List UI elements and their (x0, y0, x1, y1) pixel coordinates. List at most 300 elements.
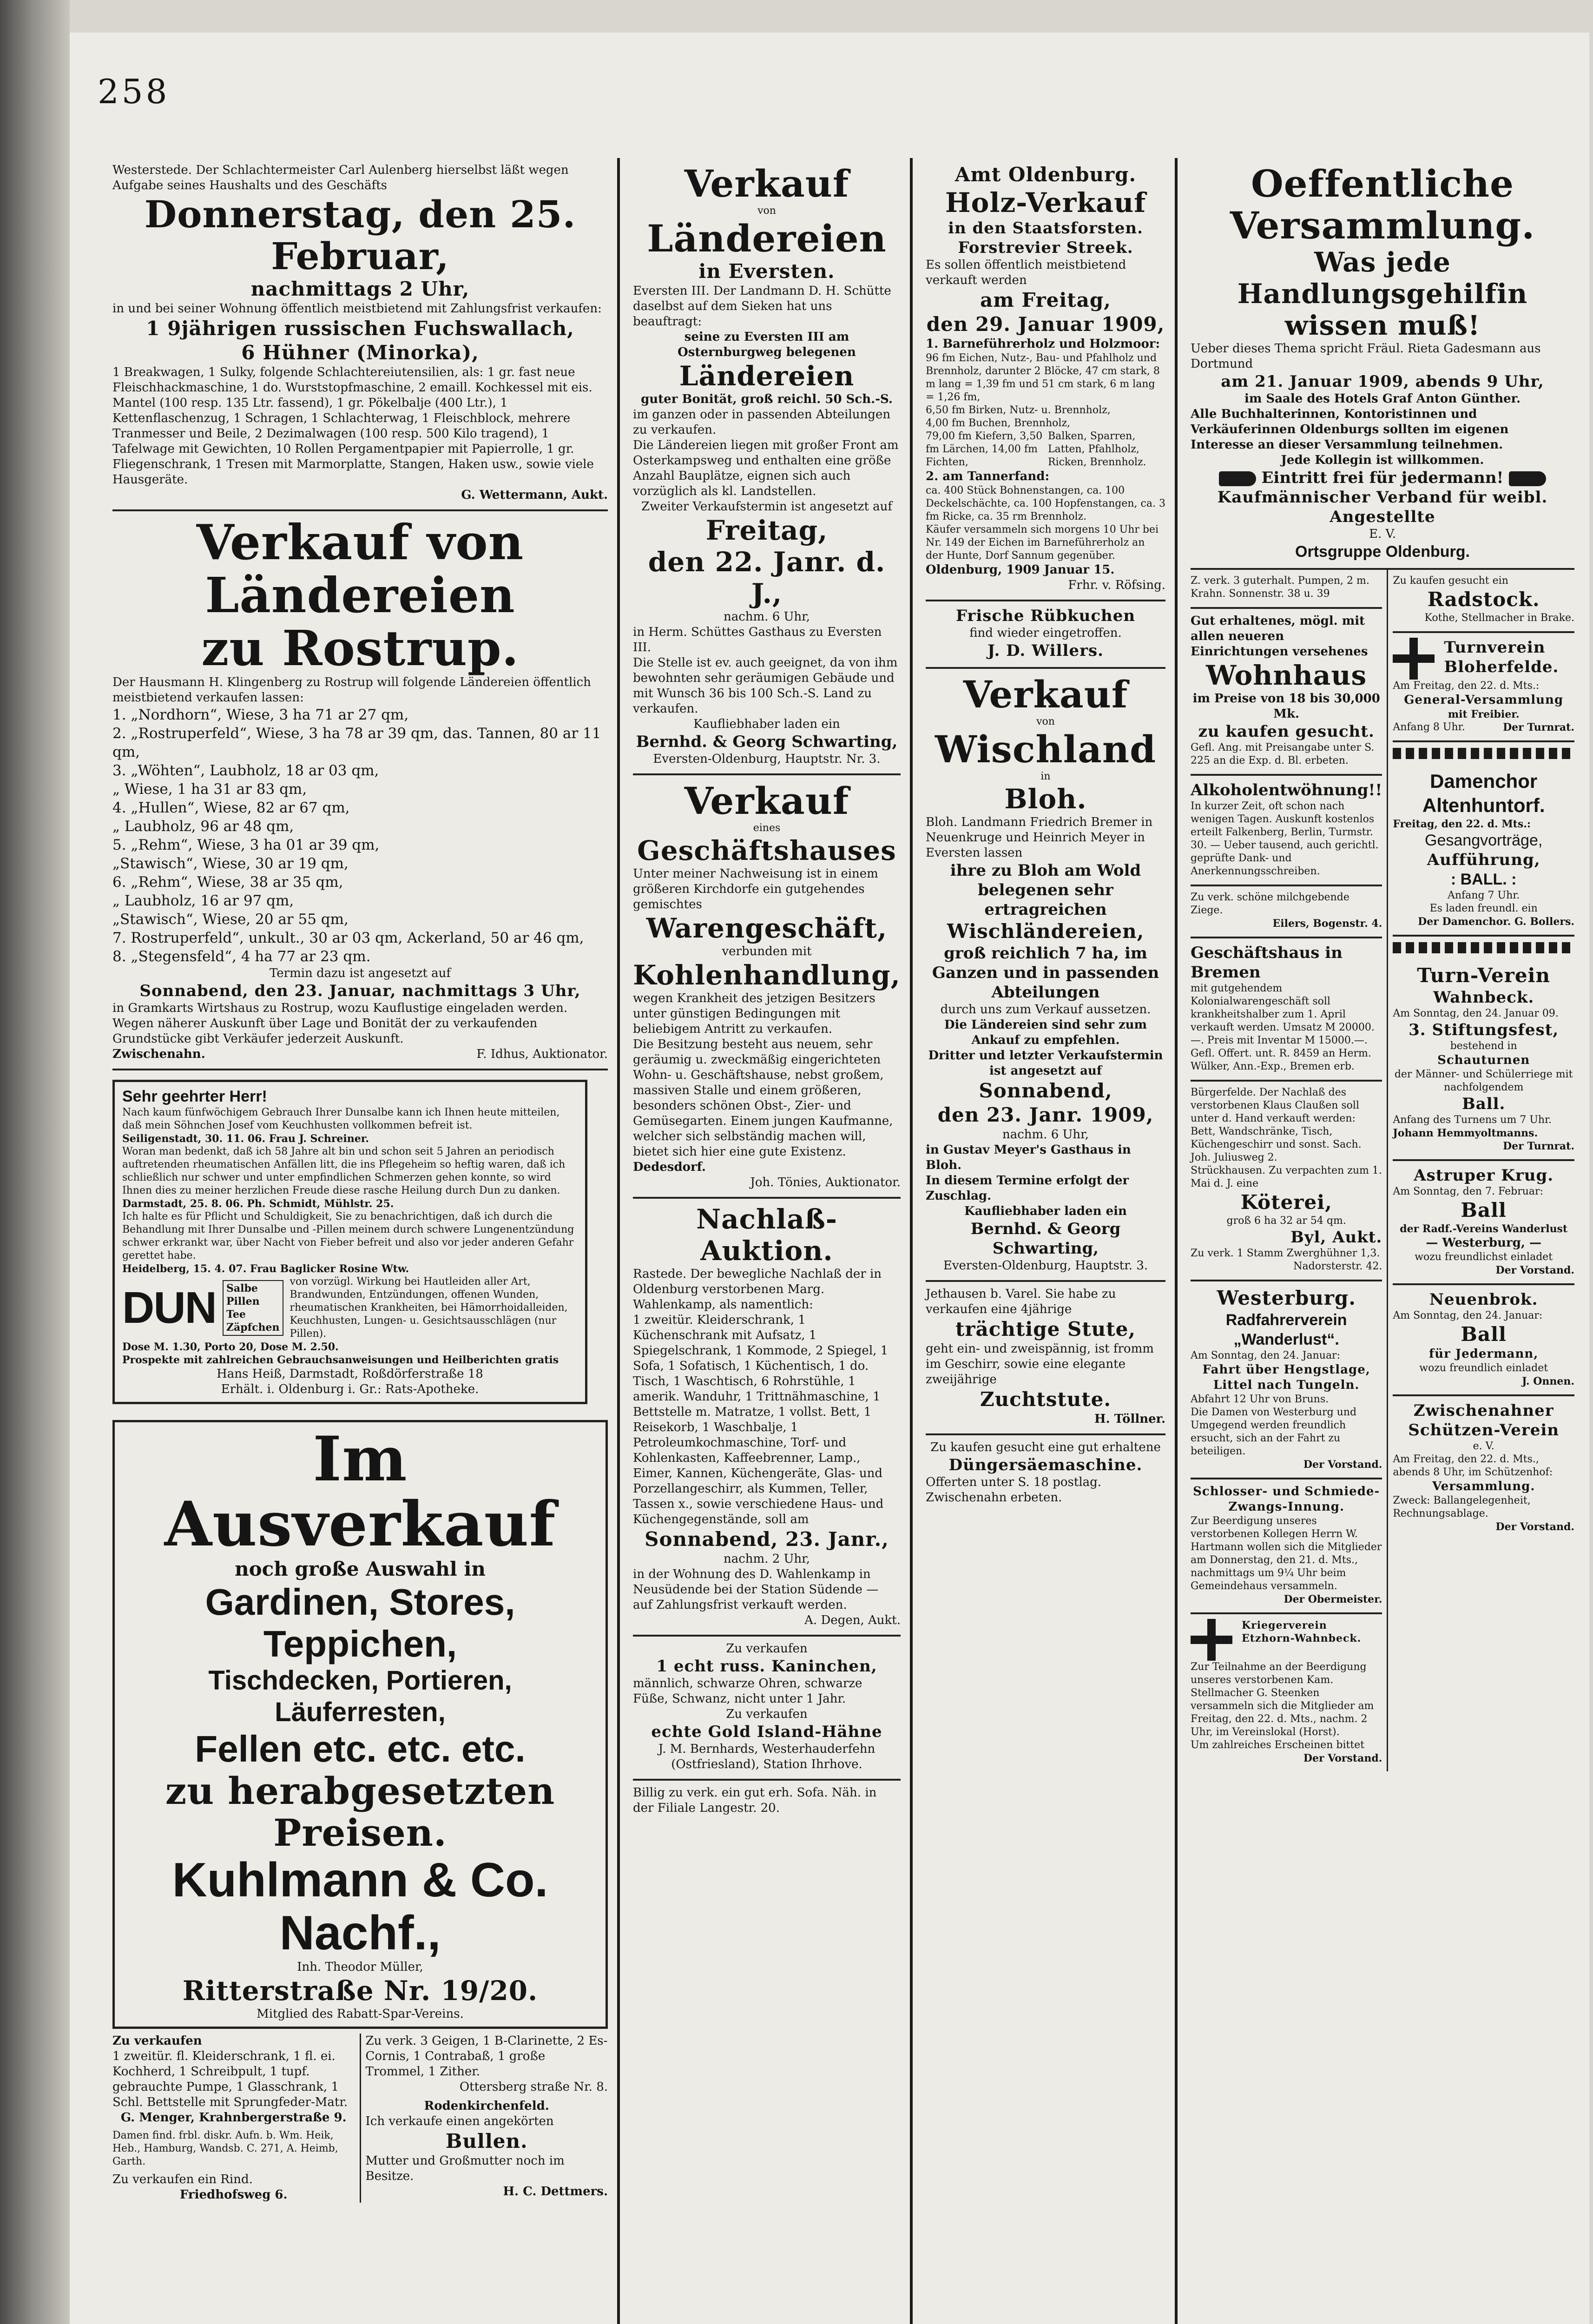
ad-title: Verkauf (684, 162, 849, 205)
ad-text: 4,00 fm Buchen, Brennholz, (926, 417, 1071, 429)
ad-date: Sonnabend, 23. Janr., (645, 1528, 889, 1551)
ad-text: Zur Beerdigung unseres verstorbenen Kollegen Herrn W. Hartmann wollen sich die Mitglieder am Donnerstag, den 21. d. Mts., nachmittags um 9¼ Uhr beim Gemeindehaus versammeln. (1191, 1515, 1382, 1592)
ad-title: Astruper Krug. (1414, 1166, 1554, 1185)
iron-cross-icon (1191, 1619, 1232, 1661)
ad-title: 3. Stiftungsfest, (1409, 1021, 1559, 1039)
ad-time: nachmittags 2 Uhr, (250, 277, 470, 300)
ad-ausverkauf (112, 1420, 608, 2029)
ad-text: Am Freitag, den 22. d. Mts., abends 8 Uhr, im Schützenhof: (1393, 1453, 1553, 1478)
ad-text: Eversten III. Der Landmann D. H. Schütte daselbst auf dem Sieken hat uns beauftragt: (633, 284, 891, 329)
ad-title: Verkauf (963, 673, 1128, 716)
ad-text: Um zahlreiches Erscheinen bittet (1191, 1739, 1365, 1751)
list-item: „Stawisch“, Wiese, 30 ar 19 qm, (112, 855, 349, 872)
ad-title: Wohnhaus (1206, 660, 1367, 691)
ad-title: Im Ausverkauf (164, 1423, 556, 1560)
ad-text: Zu verkaufen ein Rind. (112, 2172, 253, 2186)
entry-line (1191, 468, 1574, 488)
list-item: 5. „Rehm“, Wiese, 3 ha 01 ar 39 qm, (112, 837, 380, 853)
ad-title: Zuchtstute. (980, 1388, 1112, 1411)
ad-date: den 23. Janr. 1909, (937, 1103, 1154, 1126)
ad-text: In diesem Termine erfolgt der Zuschlag. (926, 1174, 1129, 1203)
ad-text: wegen Krankheit des jetzigen Besitzers unter günstigen Bedingungen mit beliebigem Antritt zu verkaufen. (633, 991, 875, 1036)
dun-product-row (122, 1275, 578, 1340)
ad-text: Alle Buchhalterinnen, Kontoristinnen und Verkäuferinnen Oldenburgs sollten im eigenen Interesse an dieser Versammlung teilnehmen. (1191, 407, 1509, 452)
ad-title: Versammlung. (1432, 1479, 1535, 1493)
ad-text: Anfang 7 Uhr. (1448, 890, 1520, 901)
ad-title: echte Gold Island-Hähne (651, 1723, 882, 1741)
ad-subtitle: noch große Auswahl in (235, 1558, 486, 1580)
ad-text: Kaufliebhaber laden ein (964, 1204, 1127, 1218)
ad-dun-salbe (112, 1070, 608, 1415)
ad-neuenbrok (1393, 1285, 1574, 1396)
ad-text: ihre zu Bloh am Wold belegenen sehr ertragreichen (950, 861, 1141, 919)
ad-signature: Joh. Tönies, Auktionator. (750, 1175, 901, 1189)
book-spine (0, 0, 70, 2324)
ad-text: 96 fm Eichen, Nutz-, Bau- und Pfahlholz und Brennholz, darunter 2 Blöcke, 47 cm stark, 8 m lang = 1,39 fm und 51 cm stark, 6 m lang = 1,26 fm, (926, 352, 1160, 403)
ad-text: bestehend in (1450, 1040, 1517, 1052)
dun-prices: Dose M. 1.30, Porto 20, Dose M. 2.50. (122, 1341, 339, 1353)
ad-signature: Kothe, Stellmacher in Brake. (1424, 612, 1574, 624)
ad-kriegerverein (1191, 1614, 1382, 1771)
ad-title: zu kaufen gesucht. (1198, 722, 1375, 741)
ad-title: Ball (1461, 1323, 1507, 1346)
ad-damenchor (1393, 765, 1574, 937)
ad-signature: Byl, Aukt. (1290, 1228, 1382, 1247)
ad-goods: Fellen etc. etc. etc. (195, 1728, 526, 1769)
ad-text: in Gramkarts Wirtshaus zu Rostrup, wozu Kauflustige eingeladen werden. (112, 1001, 568, 1015)
column-2 (623, 158, 911, 2324)
ad-title: Aufführung, (1427, 851, 1540, 869)
ad-text: Offerten unter S. 18 postlag. Zwischenahn erbeten. (926, 1475, 1102, 1505)
ad-signature: Der Turnrat. (1503, 1140, 1574, 1152)
ad-title: Kohlenhandlung, (633, 959, 901, 991)
ad-text: Anfang 8 Uhr. (1393, 721, 1465, 733)
ad-signature: Frhr. v. Röfsing. (1068, 578, 1165, 592)
ad-text: Zweiter Verkaufstermin ist angesetzt auf (641, 500, 893, 514)
column-3 (915, 158, 1176, 2324)
ad-title: Ländereien (647, 217, 887, 260)
krieger-header (1191, 1619, 1382, 1661)
ad-text: In kurzer Zeit, oft schon nach wenigen Tagen. Auskunft kostenlos erteilt Falkenberg, Berlin, Turmstr. 30. — Ueber tausend, auch gerichtl. geprüfte Dank- und Anerkennungsschreiben. (1191, 800, 1379, 877)
ad-firm: Bernhd. & Georg Schwarting, (970, 1220, 1121, 1258)
ornament-divider (1393, 942, 1574, 953)
ad-signature: Der Obermeister. (1284, 1593, 1382, 1605)
ad-text: Wegen näherer Auskunft über Lage und Bonität der zu verkaufenden Grundstücke gibt Verkäufer jederzeit Auskunft. (112, 1017, 538, 1046)
ad-title: Düngersäemaschine. (948, 1456, 1143, 1474)
ad-organization: Kaufmännischer Verband für weibl. Angestellte (1217, 488, 1548, 526)
ad-address: Ottersberg straße Nr. 8. (459, 2080, 608, 2094)
ad-text: Gefl. Ang. mit Preisangabe unter S. 225 an die Exp. d. Bl. erbeten. (1191, 742, 1375, 766)
ad-date: Sonnabend, (979, 1079, 1112, 1102)
ad-text: Termin dazu ist angesetzt auf (269, 966, 451, 980)
ad-text: Gut erhaltenes, mögl. mit allen neueren Einrichtungen versehenes (1191, 614, 1368, 659)
ad-radstock (1393, 570, 1574, 633)
ad-text: Die Ländereien sind sehr zum Ankauf zu empfehlen. (944, 1018, 1147, 1047)
ad-text: mit Freibier. (1448, 708, 1520, 720)
list-item: 3. „Wöhten“, Laubholz, 18 ar 03 qm, (112, 762, 379, 779)
ad-section: 1. Barneführerholz und Holzmoor: (926, 337, 1160, 351)
ad-text: Jethausen b. Varel. Sie habe zu verkaufen eine 4jährige (926, 1287, 1116, 1316)
ad-text: Käufer versammeln sich morgens 10 Uhr bei Nr. 149 der Eichen im Barneführerholz an der Hunte, Dorf Sannum gegenüber. (926, 524, 1159, 561)
ad-text: Am Sonntag, den 24. Januar 09. (1393, 1008, 1559, 1019)
ad-text: im ganzen oder in passenden Abteilungen zu verkaufen. (633, 408, 891, 437)
ad-title: Alkoholentwöhnung!! (1191, 781, 1382, 799)
ad-text: Ich verkaufe einen angekörten (365, 2114, 554, 2128)
ad-text: 79,00 fm Kiefern, 3,50 fm Lärchen, 14,00 fm Fichten, (926, 430, 1043, 468)
ad-ruebkuchen (926, 601, 1165, 669)
ad-geschaeftshaus (633, 775, 901, 1199)
ad-text: Am Sonntag, den 24. Januar: (1393, 1310, 1543, 1321)
list-item: 2. „Rostruperfeld“, Wiese, 3 ha 78 ar 39 qm, das. Tannen, 80 ar 11 qm, (112, 725, 601, 760)
ad-title: Zwischenahner Schützen-Verein (1408, 1401, 1560, 1439)
newspaper-page (70, 33, 1589, 2324)
ad-innung (1191, 1479, 1382, 1614)
ad-text: 6,50 fm Birken, Nutz- u. Brennholz, (926, 404, 1111, 416)
ad-schlachter-auktion (112, 158, 608, 511)
ad-text: Jede Kollegin ist willkommen. (1281, 453, 1484, 467)
ad-time: nachm. 6 Uhr, (1002, 1128, 1089, 1142)
list-item: 1. „Nordhorn“, Wiese, 3 ha 71 ar 27 qm, (112, 706, 409, 723)
ad-title: Geschäftshaus in Bremen (1191, 944, 1343, 982)
ad-title: zu Rostrup. (201, 620, 519, 677)
dun-maker: Hans Heiß, Darmstadt, Roßdörferstraße 18 (217, 1367, 483, 1381)
ad-address: Eversten-Oldenburg, Hauptstr. 3. (943, 1259, 1148, 1273)
ad-date: Freitag, (705, 515, 828, 546)
ad-subtitle: — Westerburg, — (1426, 1236, 1541, 1250)
list-item: 6. „Rehm“, Wiese, 38 ar 35 qm, (112, 874, 343, 891)
dun-logo: DUN (122, 1283, 216, 1333)
parcel-list (112, 706, 608, 966)
ad-org-type: e. V. (1473, 1440, 1494, 1452)
ad-title: Frische Rübkuchen (955, 607, 1136, 625)
ad-address: Friedhofsweg 6. (179, 2188, 288, 2202)
ad-text: im Preise von 18 bis 30,000 Mk. (1192, 692, 1380, 721)
ad-subtitle: in Eversten. (698, 260, 835, 283)
ad-text: Zu kaufen gesucht eine gut erhaltene (930, 1440, 1161, 1454)
ad-place: im Saale des Hotels Graf Anton Günther. (1244, 392, 1521, 406)
ad-address: Eversten-Oldenburg, Hauptstr. Nr. 3. (653, 752, 881, 766)
ad-signature: H. C. Dettmers. (503, 2185, 608, 2199)
ad-nachlass-auktion (633, 1199, 901, 1637)
ad-goods: Gardinen, Stores, Teppichen, (205, 1581, 515, 1664)
ad-text: 1 zweitür. fl. Kleiderschrank, 1 fl. ei. Kochherd, 1 Schreibpult, 1 tupf. gebrauchte Pumpe, 1 Glasschrank, 1 Schl. Bettstelle mit Sprungfeder-Matr. (112, 2049, 348, 2109)
ad-date: Sonnabend, den 23. Januar, nachmittags 3 Uhr, (139, 982, 581, 1000)
ad-title: für Jedermann, (1429, 1347, 1539, 1361)
form-pillen: Pillen (226, 1295, 260, 1307)
ad-text: Die Damen von Westerburg und Umgegend werden freundlich ersucht, sich an der Fahrt zu beteiligen. (1191, 1406, 1357, 1457)
form-zaepfchen: Zäpfchen (226, 1321, 280, 1334)
ad-date: den 29. Januar 1909, (926, 313, 1165, 336)
ad-text: in Herm. Schüttes Gasthaus zu Eversten III. (633, 625, 882, 654)
ad-text: 1 Breakwagen, 1 Sulky, folgende Schlachtereiutensilien, als: 1 gr. fast neue Fleischhackmaschine, 1 do. Wurststopfmaschine, 2 emaill. Kochkessel mit eis. Mantel (100 resp. 135 Ltr. fassend), 1 gr. Pökelbalje (400 Ltr.), 1 Kettenflaschenzug, 1 Schragen, 1 Schlachterwag, 1 Fleischblock, mehrere Tranmesser und Beile, 2 Dezimalwagen (100 resp. 500 Kilo tragend), 1 Tafelwage mit Gewichten, 10 Rollen Pergamentpapier mit Papierrolle, 1 gr. Fliegenschrank, 1 Tresen mit Marmorplatte, Stangen, Haken usw., sowie viele Hausgeräte. (112, 365, 594, 487)
ad-time: nachm. 2 Uhr, (723, 1552, 810, 1566)
dun-forms (223, 1280, 283, 1336)
page-number: 258 (98, 72, 170, 111)
turnverein-header (1393, 638, 1574, 680)
ad-text: Damen find. frbl. diskr. Aufn. b. Wm. Heik, Heb., Hamburg, Wandsb. C. 271, A. Heimb, Garth. (112, 2130, 338, 2167)
turner-cross-icon (1393, 638, 1435, 680)
ad-title: Neuenbrok. (1429, 1290, 1538, 1309)
ad-place: Oldenburg, 1909 Januar 15. (926, 563, 1115, 577)
ad-text: Mutter und Großmutter noch im Besitze. (365, 2154, 565, 2183)
ad-date: Donnerstag, den 25. Februar, (144, 192, 576, 278)
ad-title: Radstock. (1427, 588, 1540, 611)
ad-title: Bloh. (1004, 783, 1087, 815)
ornament-divider (1393, 748, 1574, 759)
ad-date: den 22. Janr. d. J., (648, 546, 886, 609)
ad-astruper-krug (1393, 1161, 1574, 1285)
ad-text: geht ein- und zweispännig, ist fromm im Geschirr, sowie eine elegante zweijährige (926, 1342, 1154, 1386)
ad-sofa (633, 1781, 901, 1822)
ad-text: Zweck: Ballangelegenheit, Rechnungsablage. (1393, 1495, 1531, 1519)
ad-text: Am Freitag, den 22. d. Mts.: (1393, 680, 1540, 692)
ad-entry: Eintritt frei für jedermann! (1261, 469, 1504, 487)
ad-signature: J. Onnen. (1522, 1375, 1574, 1387)
ad-title: Ball (1461, 1199, 1507, 1221)
ad-subtitle: Fahrt über Hengstlage, Littel nach Tungeln. (1202, 1363, 1370, 1392)
ad-subtitle: Forstrevier Streek. (958, 238, 1133, 257)
ad-title: Schauturnen (1437, 1053, 1530, 1067)
ad-title: Amt Oldenburg. (954, 163, 1137, 186)
form-tee: Tee (226, 1308, 246, 1320)
ad-title: Verkauf von Ländereien (196, 514, 524, 624)
ad-connector: von (757, 205, 776, 217)
ad-text: Es sollen öffentlich meistbietend verkauft werden (926, 258, 1126, 287)
ad-pumpen (1191, 570, 1382, 609)
ad-title: Wischland (935, 727, 1157, 771)
ad-wischland (926, 669, 1165, 1282)
ad-subtitle: in den Staatsforsten. (948, 219, 1143, 238)
ad-title: Kriegerverein Etzhorn-Wahnbeck. (1242, 1619, 1362, 1644)
pointing-hand-icon (1509, 471, 1546, 486)
ad-place: Zwischenahn. (112, 1047, 205, 1061)
right-stack (1387, 570, 1574, 1771)
ad-text: Zur Teilnahme an der Beerdigung unseres verstorbenen Kam. Stellmacher G. Steenken versammeln sich die Mitglieder am Freitag, den 22. d. Mts., nachm. 2 Uhr, im Vereinslokal (Horst). (1191, 1661, 1374, 1738)
ad-text: Strückhausen. Zu verpachten zum 1. Mai d. J. eine (1191, 1165, 1382, 1189)
ad-connector: von (1036, 716, 1055, 727)
ad-text: Die Ländereien liegen mit großer Front am Osterkampsweg und enthalten eine größe Anzahl Bauplätze, eignen sich auch vorzüglich als kl. Landstellen. (633, 438, 899, 498)
ad-wohnhaus (1191, 609, 1382, 776)
ad-text: Anfang des Turnens um 7 Uhr. (1393, 1114, 1552, 1126)
ad-signature: Der Vorstand. (1495, 1521, 1574, 1533)
list-item: „Stawisch“, Wiese, 20 ar 55 qm, (112, 911, 349, 928)
ad-text: durch uns zum Verkauf aussetzen. (940, 1003, 1151, 1017)
ad-signature: J. M. Bernhards, Westerhauderfehn (Ostfriesland), Station Ihrhove. (658, 1742, 875, 1771)
ad-text: find wieder eingetroffen. (969, 626, 1122, 640)
ad-stute (926, 1282, 1165, 1435)
ad-title: Turnverein Bloherfelde. (1444, 638, 1559, 676)
ad-title: Oeffentliche Versammlung. (1230, 162, 1535, 247)
ad-address: Nadorsterstr. 42. (1293, 1261, 1382, 1272)
ad-text: Am Sonntag, den 7. Februar: (1393, 1186, 1543, 1197)
ad-text: guter Bonität, groß reichl. 50 Sch.-S. (641, 392, 893, 406)
testimonial-text: Woran man bedenkt, daß ich 58 Jahre alt bin und schon seit 5 Jahren an periodisch auftretenden rheumatischen Anfällen litt, die ins Pflegeheim so heftig waren, daß ich schließlich nur schwer und unter empfindlichen Schmerzen gehen konnte, so wird Ihnen dies zu meiner herzlichen Freude diese rasche Heilung durch Dun zu danken. (122, 1146, 566, 1196)
ad-connector: in (1040, 771, 1051, 782)
ad-date: am 21. Januar 1909, abends 9 Uhr, (1221, 372, 1544, 391)
ad-text: Die Besitzung besteht aus neuem, sehr geräumig u. zweckmäßig eingerichteten Wohn- u. Geschäftshause, nebst großem, massiven Stalle und einem größeren, besonders schönen Obst-, Zier- und Gemüsegarten. Einem jungen Kaufmanne, welcher sich selbständig machen will, bietet sich hier eine gute Existenz. (633, 1037, 893, 1159)
ad-title: Ländereien (679, 360, 855, 392)
ad-item: 6 Hühner (Minorka), (241, 341, 479, 364)
list-item: 4. „Hullen“, Wiese, 82 ar 67 qm, (112, 799, 350, 816)
ad-versammlung (1191, 158, 1574, 570)
ad-text: Unter meiner Nachweisung ist in einem größeren Kirchdorfe ein gutgehendes gemischtes (633, 867, 878, 911)
ad-title: General-Versammlung (1404, 693, 1564, 707)
ad-text: Zu kaufen gesucht ein (1393, 575, 1508, 587)
ad-text: Die Stelle ist ev. auch geeignet, da von ihm bewohnten sehr geräumigen Gebäude und mit Wunsch 36 bis 100 Sch.-S. Land zu verkaufen. (633, 656, 898, 716)
left-stack (1191, 570, 1382, 1771)
ad-text: Zu verkaufen (726, 1707, 808, 1721)
ad-goods: Tischdecken, Portieren, Läuferresten, (208, 1665, 512, 1727)
ad-text: 1 zweitür. Kleiderschrank, 1 Küchenschrank mit Aufsatz, 1 Spiegelschrank, 1 Kommode, 2 Spiegel, 1 Sofa, 1 Sofatisch, 1 Küchentisch, 1 do. Tisch, 1 Waschtisch, 6 Rohrstühle, 1 amerik. Wanduhr, 1 Trittnähmaschine, 1 Bettstelle m. Matratze, 1 vollst. Bett, 1 Reisekorb, 1 Waschbalje, 1 Petroleumkochmaschine, Torf- und Kohlenkasten, Kaffeebrenner, Lamp., Eimer, Kannen, Küchengeräte, Glas- und Porzellangeschirr, als Kummen, Teller, Tassen x., sowie verschiedene Haus- und Küchengegenstände, soll am (633, 1313, 889, 1526)
ad-title: Was jede Handlungsgehilfin wissen muß! (1237, 246, 1528, 341)
ad-westerburg-radfahrer (1191, 1281, 1382, 1479)
ad-text: Balken, Sparren, Latten, Pfahlholz, Ricken, Brennholz. (1048, 430, 1146, 468)
testimonial-text: Ich halte es für Pflicht und Schuldigkeit, Sie zu benachrichtigen, daß ich durch die Behandlung mit Ihrer Dunsalbe und -Pillen meinem durch schwere Lungenentzündung schwer erkrankt war, über Nacht von Fieber befreit und also vor jeder anderen Gefahr gerettet habe. (122, 1211, 574, 1261)
ad-title: Westerburg. (1217, 1287, 1356, 1309)
ad-laendereien-rostrup (112, 511, 608, 1070)
ad-duengersaemaschine (926, 1435, 1165, 1512)
ad-text: wozu freundlichst einladet (1415, 1251, 1553, 1263)
ad-title: Warengeschäft, (646, 912, 888, 944)
ad-date: am Freitag, (980, 289, 1111, 311)
ad-item: 1 9jährigen russischen Fuchswallach, (146, 317, 574, 340)
ad-member: Mitglied des Rabatt-Spar-Vereins. (257, 2007, 464, 2021)
ad-section: 2. am Tannerfand: (926, 469, 1050, 483)
ad-title: : BALL. : (1450, 871, 1517, 888)
timber-block (926, 430, 1165, 469)
ad-title: Turn-Verein (1417, 964, 1551, 987)
ad-firm: Bernhd. & Georg Schwarting, (636, 733, 898, 751)
ad-title: Bullen. (445, 2130, 528, 2152)
list-item: 7. Rostruperfeld“, unkult., 30 ar 03 qm, Ackerland, 50 ar 46 qm, (112, 930, 584, 946)
ad-text: der Radf.-Vereins Wanderlust (1400, 1223, 1568, 1235)
ad-group: Ortsgruppe Oldenburg. (1295, 543, 1470, 561)
ad-text: ca. 400 Stück Bohnenstangen, ca. 100 Deckelschächte, ca. 100 Hopfenstangen, ca. 3 fm Ricke, ca. 35 rm Brennholz. (926, 485, 1165, 522)
list-item: „ Laubholz, 96 ar 48 qm, (112, 818, 294, 835)
form-salbe: Salbe (226, 1282, 258, 1294)
ad-place: Rodenkirchenfeld. (424, 2099, 549, 2113)
dun-description: von vorzügl. Wirkung bei Hautleiden aller Art, Brandwunden, Entzündungen, offenen Wunden, rheumatischen Krankheiten, bei Hämorrhoidalleiden, Keuchhusten, Lungen- u. Gesichtsausschlägen (nur Pillen). (290, 1276, 568, 1340)
ad-signature: F. Idhus, Auktionator. (476, 1047, 608, 1061)
ad-text: groß reichlich 7 ha, im Ganzen und in passenden Abteilungen (932, 944, 1159, 1002)
ad-signature: G. Menger, Krahnbergerstraße 9. (120, 2111, 347, 2125)
ad-place: Dedesdorf. (633, 1160, 706, 1174)
ad-title: Radfahrerverein „Wanderlust“. (1225, 1311, 1347, 1348)
ad-text: der Männer- und Schülerriege mit nachfolgendem (1394, 1069, 1573, 1093)
ad-title: Köterei, (1240, 1191, 1332, 1214)
ad-kaninchen (633, 1637, 901, 1781)
ad-text: Ueber dieses Thema spricht Fräul. Rieta Gadesmann aus Dortmund (1191, 342, 1541, 371)
ad-text: mit gutgehendem Kolonialwarengeschäft soll krankheitshalber zum 1. April verkauft werden. Umsatz M 20000.—. Preis mit Inventar M 15000.—. Gefl. Offert. unt. R. 8459 an Herm. Wülker, Ann.-Exp., Bremen erb. (1191, 983, 1375, 1072)
ad-text: Abfahrt 12 Uhr von Bruns. (1191, 1393, 1329, 1405)
ad-price-line: zu herabgesetzten Preisen. (165, 1769, 555, 1855)
ad-signature: Der Damenchor. G. Bollers. (1418, 916, 1574, 928)
ad-title: 1 echt russ. Kaninchen, (656, 1657, 877, 1676)
ad-text: Billig zu verk. ein gut erh. Sofa. Näh. in der Filiale Langestr. 20. (633, 1786, 877, 1815)
ad-signature: Eilers, Bogenstr. 4. (1272, 918, 1382, 930)
ad-text: Westerstede. Der Schlachtermeister Carl Aulenberg hierselbst läßt wegen Aufgabe seines Haushalts und des Geschäfts (112, 163, 569, 192)
column-1 (102, 158, 618, 2324)
ad-text: Johann Hemmyoltmanns. (1393, 1127, 1538, 1139)
ad-text: Kaufliebhaber laden ein (693, 717, 840, 731)
ad-text: Es laden freundl. ein (1429, 903, 1538, 914)
ad-title: Wahnbeck. (1433, 988, 1534, 1007)
ad-text: Zu verk. 1 Stamm Zwerghühner 1,3. (1191, 1248, 1380, 1259)
ad-alkohol (1191, 776, 1382, 886)
small-ad (360, 2034, 608, 2203)
ad-text: groß 6 ha 32 ar 54 qm. (1226, 1215, 1346, 1227)
ad-signature: A. Degen, Aukt. (804, 1613, 901, 1627)
list-item: „ Laubholz, 16 ar 97 qm, (112, 892, 294, 909)
ad-text: Zu verkaufen (726, 1642, 808, 1656)
dun-advert-box (112, 1080, 587, 1404)
letter-greeting: Sehr geehrter Herr! (122, 1088, 267, 1105)
ad-schuetzenverein (1393, 1396, 1574, 1540)
column-4 (1180, 158, 1585, 2324)
ad-text: in und bei seiner Wohnung öffentlich meistbietend mit Zahlungsfrist verkaufen: (112, 302, 602, 316)
ad-turnverein-wahnbeck (1393, 959, 1574, 1161)
ad-time: nachm. 6 Uhr, (723, 610, 810, 624)
testimonial-sign: Darmstadt, 25. 8. 06. Ph. Schmidt, Mühlstr. 25. (122, 1198, 394, 1210)
ad-title: Wischländereien, (947, 920, 1145, 943)
ad-owner: Inh. Theodor Müller, (297, 1960, 423, 1974)
ad-signature: Der Turnrat. (1503, 721, 1575, 733)
ad-signature: Der Vorstand. (1303, 1752, 1382, 1764)
ad-title: Geschäftshauses (637, 835, 896, 866)
ad-buergerfelde (1191, 1082, 1382, 1281)
ad-title: Gesangvorträge, (1425, 832, 1543, 849)
ad-title: Ball. (1461, 1095, 1506, 1113)
small-ad (112, 2034, 355, 2203)
ad-title: Auktion. (700, 1235, 833, 1267)
ad-title: Schlosser- und Schmiede-Zwangs-Innung. (1193, 1485, 1380, 1514)
ad-firm: Kuhlmann & Co. Nachf., (172, 1853, 548, 1960)
ad-title: Nachlaß- (696, 1203, 837, 1235)
ad-text: Der Hausmann H. Klingenberg zu Rostrup will folgende Ländereien öffentlich meistbietend verkaufen lassen: (112, 675, 591, 705)
ad-text: Bürgerfelde. Der Nachlaß des verstorbenen Klaus Claußen soll unter d. Hand verkauft werden: Bett, Wandschränke, Tisch, Küchengeschirr und sonst. Sach. Joh. Juliusweg 2. (1191, 1087, 1362, 1163)
ad-text: verbunden mit (722, 944, 812, 958)
ad-signature: J. D. Willers. (987, 641, 1104, 660)
ad-geschaeftshaus-bremen (1191, 938, 1382, 1082)
pointing-hand-icon (1219, 471, 1256, 486)
ad-signature: H. Töllner. (1094, 1412, 1165, 1426)
ad-text: seine zu Eversten III am Osternburgweg belegenen (678, 330, 856, 359)
ad-date: Freitag, den 22. d. Mts.: (1393, 818, 1531, 830)
testimonial-sign: Heidelberg, 15. 4. 07. Frau Baglicker Rosine Wtw. (122, 1263, 409, 1275)
ad-title: Verkauf (684, 779, 849, 823)
col4-split-a (1191, 570, 1574, 1771)
ad-text: in Gustav Meyer's Gasthaus in Bloh. (926, 1143, 1131, 1172)
ad-text: wozu freundlich einladet (1419, 1362, 1548, 1374)
ad-signature: Der Vorstand. (1495, 1264, 1574, 1276)
ad-signature: G. Wettermann, Aukt. (461, 488, 608, 502)
list-item: „ Wiese, 1 ha 31 ar 83 qm, (112, 781, 307, 798)
ad-holzverkauf (926, 158, 1165, 601)
ad-text: Z. verk. 3 guterhalt. Pumpen, 2 m. Krahn. Sonnenstr. 38 u. 39 (1191, 575, 1369, 600)
ad-text: Zu verk. schöne milchgebende Ziege. (1191, 891, 1349, 916)
ad-address: Ritterstraße Nr. 19/20. (182, 1975, 538, 2007)
ad-text: männlich, schwarze Ohren, schwarze Füße, Schwanz, nicht unter 1 Jahr. (633, 1677, 862, 1706)
testimonial-text: Nach kaum fünfwöchigem Gebrauch Ihrer Dunsalbe kann ich Ihnen heute mitteilen, daß mein Söhnchen Josef vom Keuchhusten vollkommen befreit ist. (122, 1107, 560, 1131)
ad-text: Dritter und letzter Verkaufstermin ist angesetzt auf (928, 1049, 1163, 1078)
ad-title: Zu verkaufen (112, 2034, 202, 2048)
ad-text: Rastede. Der bewegliche Nachlaß der in Oldenburg verstorbenen Marg. Wahlenkamp, als namentlich: (633, 1267, 882, 1312)
ad-ziege (1191, 886, 1382, 938)
list-item: 8. „Stegensfeld“, 4 ha 77 ar 23 qm. (112, 948, 371, 965)
dun-retailer: Erhält. i. Oldenburg i. Gr.: Rats-Apotheke. (221, 1382, 479, 1396)
ad-signature: Der Vorstand. (1303, 1459, 1382, 1471)
ad-turnverein-bloherfelde (1393, 633, 1574, 742)
